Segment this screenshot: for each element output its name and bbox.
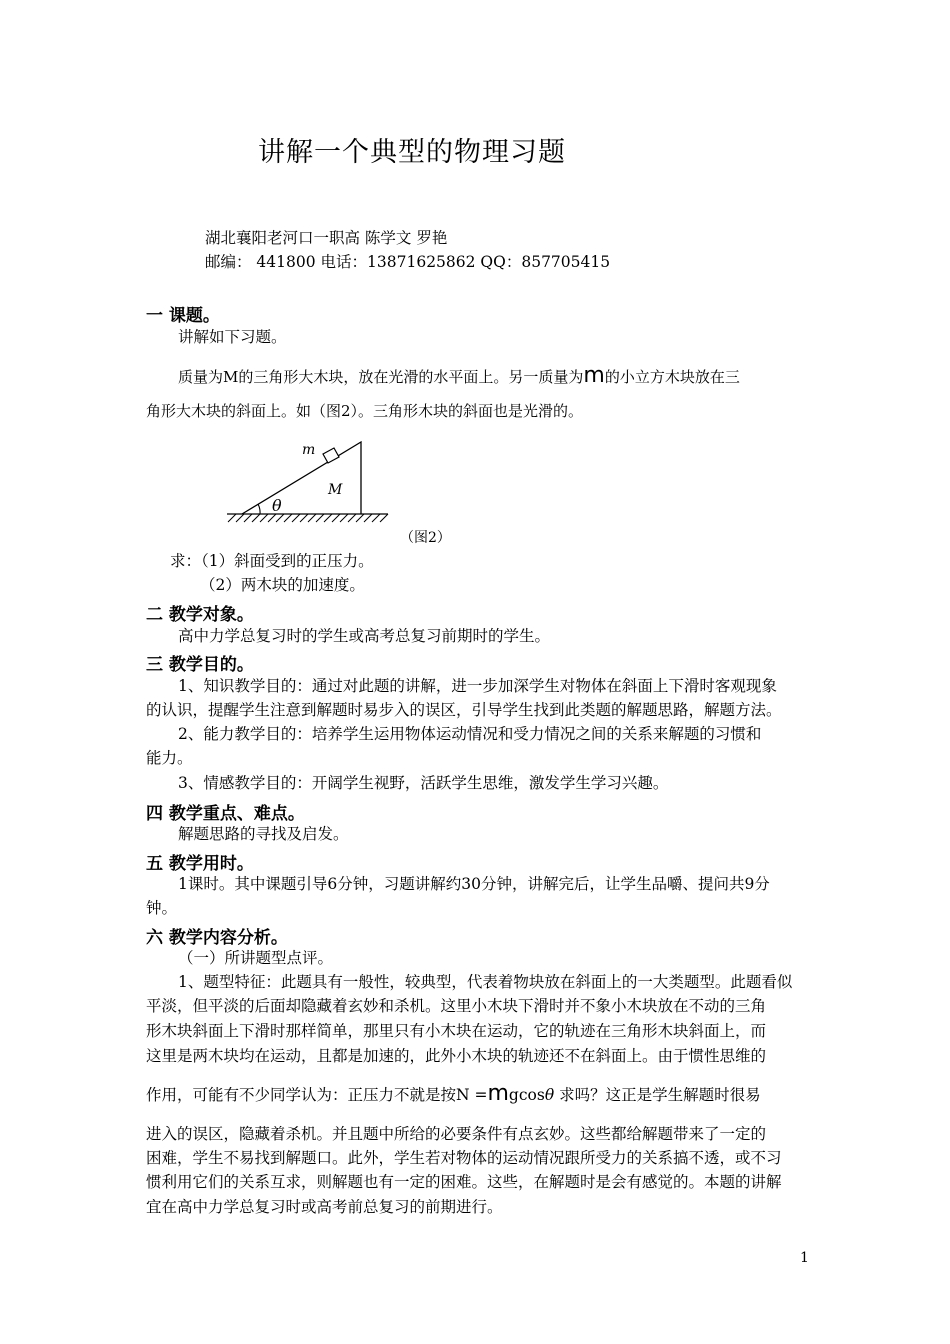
section-heading-4: 四 教学重点、难点。 — [146, 804, 305, 824]
section-6-line-5 — [146, 1081, 761, 1106]
section-6-line-7: 困难，学生不易找到解题口。此外，学生若对物体的运动情况跟所受力的关系搞不透，或不习 — [146, 1149, 782, 1167]
section-3-line-4: 能力。 — [146, 749, 193, 767]
page-number: 1 — [800, 1250, 809, 1266]
formula-prefix: 作用，可能有不少同学认为：正压力不就是按N = — [146, 1086, 488, 1104]
section-6-subheading: （一）所讲题型点评。 — [178, 949, 334, 967]
contact-line: 邮编： 441800 电话：13871625862 QQ：857705415 — [205, 253, 611, 271]
section-5-line-1: 1课时。其中课题引导6分钟，习题讲解约30分钟，讲解完后，让学生品嚼、提问共9分 — [178, 875, 770, 893]
section-3-line-2: 的认识，提醒学生注意到解题时易步入的误区，引导学生找到此类题的解题思路，解题方法。 — [146, 701, 782, 719]
section-6-line-4: 这里是两木块均在运动，且都是加速的，此外小木块的轨迹还不在斜面上。由于惯性思维的 — [146, 1047, 767, 1065]
problem-line-2: 角形大木块的斜面上。如（图2）。三角形木块的斜面也是光滑的。 — [146, 402, 584, 420]
section-2-text: 高中力学总复习时的学生或高考总复习前期时的学生。 — [178, 627, 551, 645]
section-6-line-6: 进入的误区，隐藏着杀机。并且题中所给的必要条件有点玄妙。这些都给解题带来了一定的 — [146, 1125, 767, 1143]
section-heading-3: 三 教学目的。 — [146, 655, 254, 675]
label-theta: θ — [272, 496, 282, 515]
problem-text-b: 的小立方木块放在三 — [604, 368, 740, 386]
formula-gcos: gcos — [508, 1086, 545, 1104]
section-heading-6: 六 教学内容分析。 — [146, 928, 288, 948]
section-6-line-9: 宜在高中力学总复习时或高考前总复习的前期进行。 — [146, 1198, 503, 1216]
section-6-line-8: 惯利用它们的关系互求，则解题也有一定的困难。这些，在解题时是会有感觉的。本题的讲解 — [146, 1173, 782, 1191]
problem-mass-m: m — [583, 363, 605, 388]
angle-arc — [258, 504, 260, 514]
section-6-line-1: 1、题型特征：此题具有一般性，较典型，代表着物块放在斜面上的一大类题型。此题看似 — [178, 973, 793, 991]
question-1: 求：（1）斜面受到的正压力。 — [170, 552, 374, 570]
section-6-line-2: 平淡，但平淡的后面却隐藏着玄妙和杀机。这里小木块下滑时并不象小木块放在不动的三角 — [146, 997, 767, 1015]
problem-text-a: 质量为M的三角形大木块，放在光滑的水平面上。另一质量为 — [178, 368, 584, 386]
question-2: （2）两木块的加速度。 — [200, 576, 365, 594]
page-title: 讲解一个典型的物理习题 — [258, 137, 566, 168]
section-4-text: 解题思路的寻找及启发。 — [178, 825, 349, 843]
section-1-intro: 讲解如下习题。 — [178, 328, 287, 346]
section-heading-2: 二 教学对象。 — [146, 605, 254, 625]
section-5-line-2: 钟。 — [146, 899, 178, 917]
section-3-line-3: 2、能力教学目的：培养学生运用物体运动情况和受力情况之间的关系来解题的习惯和 — [178, 725, 762, 743]
section-6-line-3: 形木块斜面上下滑时那样简单，那里只有小木块在运动，它的轨迹在三角形木块斜面上，而 — [146, 1022, 767, 1040]
ground-hatching — [228, 514, 388, 522]
incline-figure — [222, 438, 392, 526]
figure-caption: （图2） — [400, 530, 451, 546]
label-m: m — [302, 442, 316, 458]
problem-line-1 — [178, 363, 740, 388]
label-M: M — [328, 482, 343, 498]
section-3-line-5: 3、情感教学目的：开阔学生视野，活跃学生思维，激发学生学习兴趣。 — [178, 774, 669, 792]
formula-m: m — [487, 1081, 509, 1106]
section-heading-5: 五 教学用时。 — [146, 854, 254, 874]
section-heading-1: 一 课题。 — [146, 306, 220, 326]
formula-suffix: 求吗？这正是学生解题时很易 — [554, 1086, 761, 1104]
section-3-line-1: 1、知识教学目的：通过对此题的讲解，进一步加深学生对物体在斜面上下滑时客观现象 — [178, 677, 777, 695]
author-line: 湖北襄阳老河口一职高 陈学文 罗艳 — [205, 229, 448, 247]
formula-theta: θ — [544, 1086, 555, 1104]
small-cube — [323, 448, 339, 463]
